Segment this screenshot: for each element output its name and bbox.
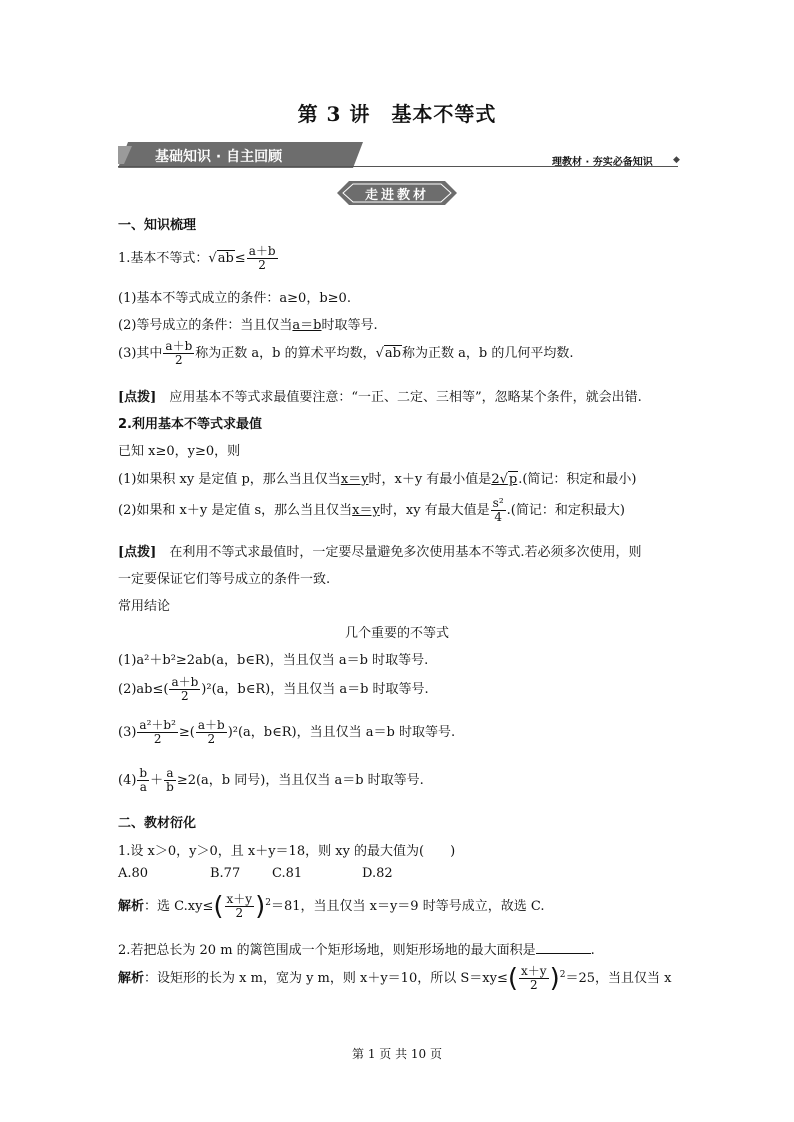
banner-note: 理教材 · 夯实必备知识 (552, 157, 653, 168)
tip-2: [点拨] 在利用不等式求最值时，一定要尽量避免多次使用基本不等式.若必须多次使用，则 (118, 545, 642, 560)
given-line: 已知 x≥0，y≥0，则 (118, 444, 241, 459)
option-b: B.77 (210, 866, 241, 881)
answer-blank (536, 942, 591, 954)
equality-line: (2)等号成立的条件：当且仅当a＝b时取等号. (118, 318, 378, 333)
page-footer: 第 1 页 共 10 页 (352, 1047, 442, 1061)
section-heading-2: 二、教材衍化 (118, 816, 197, 831)
inequalities-title: 几个重要的不等式 (344, 626, 449, 641)
max-product-line: (2)如果和 x＋y 是定值 s，那么当且仅当x＝y时，xy 有最大值是 $\frac{\text{s²}}{4}$ .(简记：和定积最大) (118, 496, 625, 525)
basic-inequality-line: 1.基本不等式：√ab≤ $\frac{a+b}{2}$ (118, 244, 276, 273)
condition-line: (1)基本不等式成立的条件：a≥0，b≥0. (118, 291, 351, 306)
inequality-2: (2)ab≤( $\frac{a+b}{2}$ )²(a，b∈R)，当且仅当 a＝b 时取等号. (118, 675, 429, 704)
inequality-3: (3) $\frac{\text{a²＋b²}}{2}$ ≥( $\frac{a+b}{2}$ )²(a，b∈R)，当且仅当 a＝b 时取等号. (118, 718, 456, 747)
option-a: A.80 (118, 866, 149, 881)
min-sum-line: (1)如果积 xy 是定值 p，那么当且仅当x＝y时，x＋y 有最小值是2√p.(简记：积定和最小) (118, 472, 637, 487)
means-line: (3)其中 $\frac{a+b}{2}$ 称为正数 a，b 的算术平均数，√ab称为正数 a，b 的几何平均数. (118, 339, 574, 368)
diamond-icon: ◆ (673, 155, 680, 165)
question-1: 1.设 x＞0，y＞0，且 x＋y＝18，则 xy 的最大值为( ) (118, 844, 456, 859)
badge-label: 走进教材 (364, 188, 429, 203)
option-d: D.82 (362, 866, 393, 881)
section-heading-1: 一、知识梳理 (118, 218, 197, 233)
page-title: 第 3 讲 基本不等式 (297, 102, 497, 126)
option-c: C.81 (272, 866, 303, 881)
answer-1: 解析：选 C.xy≤( $\frac{x+y}{2}$ )$^2$＝81，当且仅当 x＝y＝9 时等号成立，故选 C. (118, 891, 545, 922)
tip-2-cont: 一定要保证它们等号成立的条件一致. (118, 572, 331, 587)
subheading-extrema: 2.利用基本不等式求最值 (118, 417, 262, 432)
question-2: 2.若把总长为 20 m 的篱笆围成一个矩形场地，则矩形场地的最大面积是 . (118, 943, 595, 958)
answer-2: 解析：设矩形的长为 x m，宽为 y m，则 x＋y＝10，所以 S＝xy≤( $\frac{x+y}{2}$ )$^2$＝25，当且仅当 x (118, 963, 672, 994)
common-conclusions: 常用结论 (118, 599, 171, 614)
inequality-4: (4) $\frac{b}{a}$ ＋ $\frac{a}{b}$ ≥2(a，b 同号)，当且仅当 a＝b 时取等号. (118, 766, 424, 795)
inequality-1: (1)a²＋b²≥2ab(a，b∈R)，当且仅当 a＝b 时取等号. (118, 653, 429, 668)
banner-label: 基础知识 · 自主回顾 (155, 149, 283, 165)
tip-1: [点拨] 应用基本不等式求最值要注意：“一正、二定、三相等”，忽略某个条件，就会出错. (118, 390, 642, 405)
